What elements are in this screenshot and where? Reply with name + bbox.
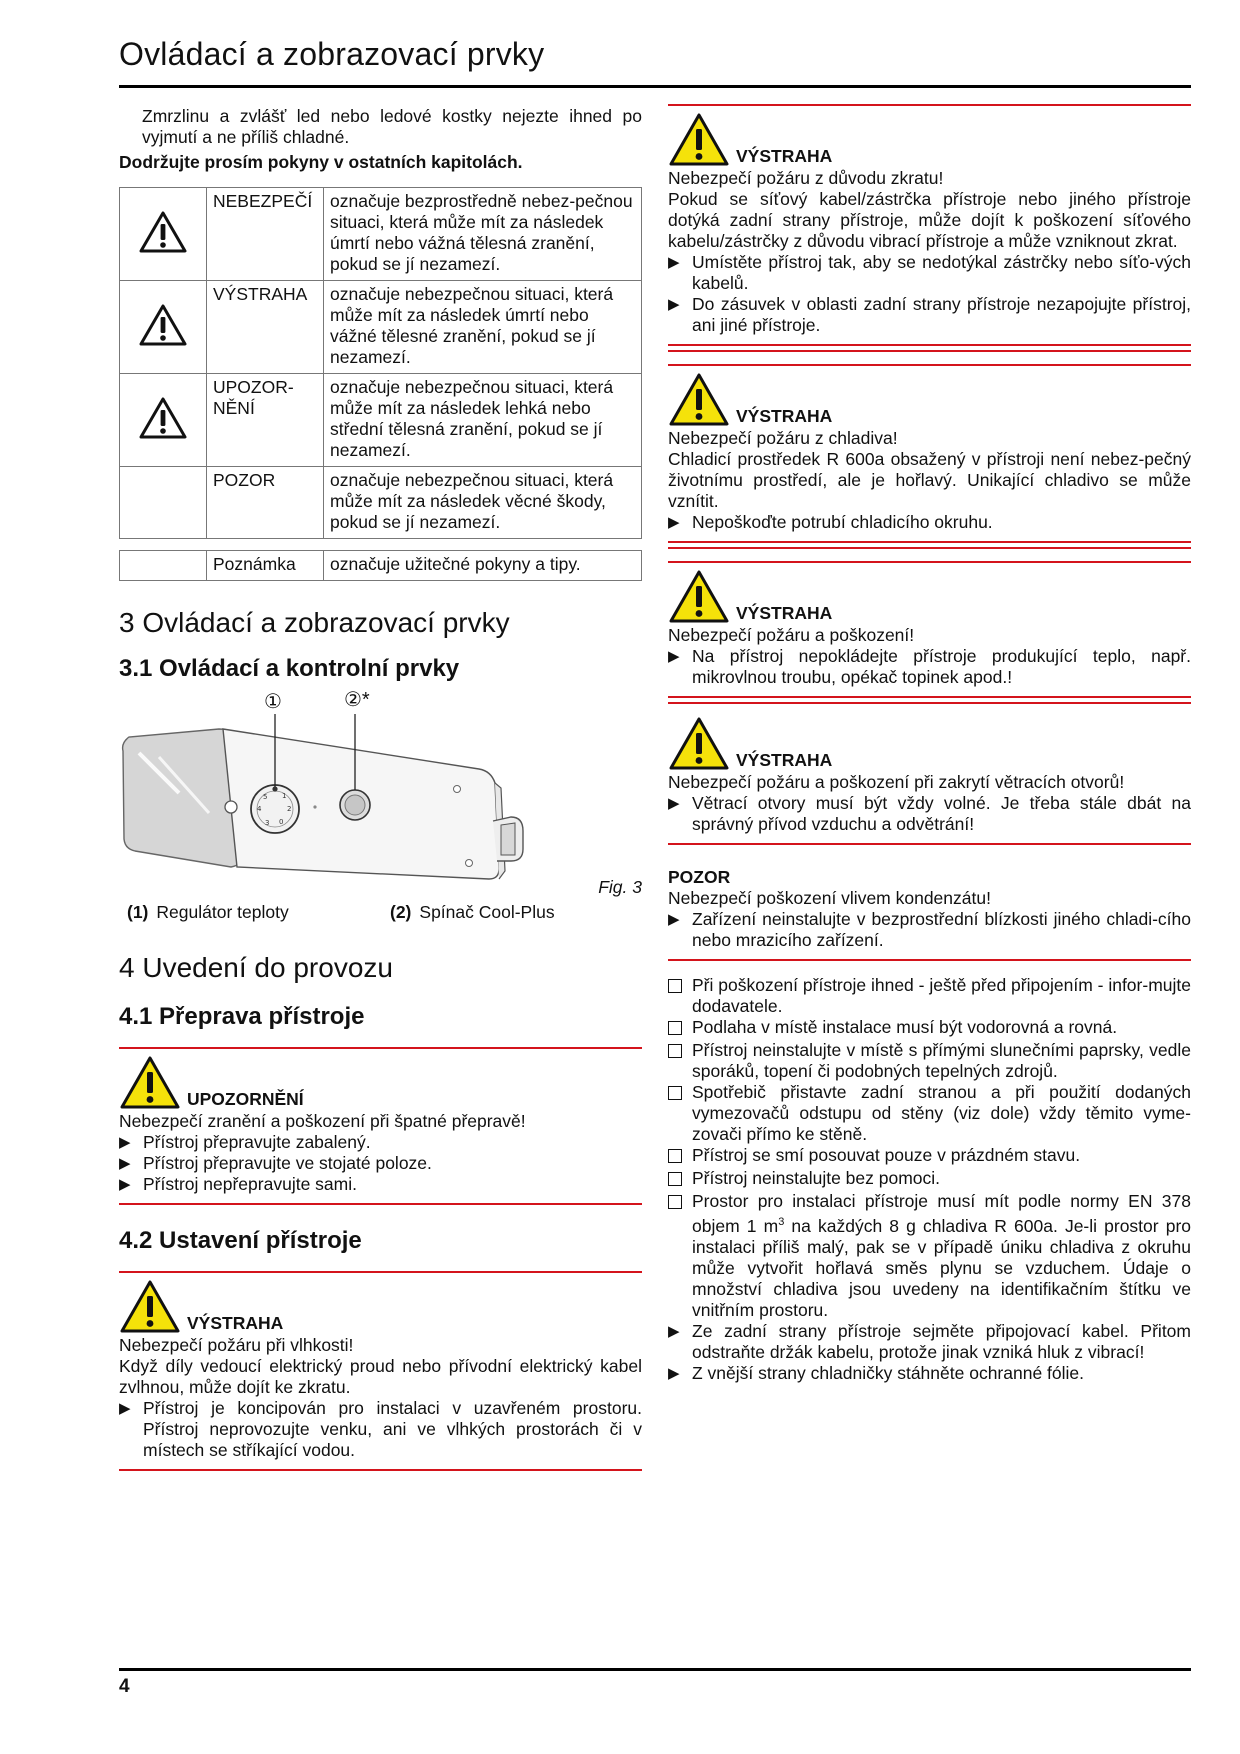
warning-label: VÝSTRAHA [736,406,833,426]
intro-note: Dodržujte prosím pokyny v ostatních kapitolách. [119,152,523,172]
notice-condensation-box [668,853,1191,961]
caution-lead: Nebezpečí zranění a poškození při špatné přepravě! [119,1111,526,1131]
legend-number: (2) [390,902,412,922]
symbol-row [120,188,642,281]
warning-label: VÝSTRAHA [736,750,833,770]
symbol-table [119,187,642,539]
caution-transport-box [119,1047,642,1205]
symbol-desc: označuje nebezpečnou situaci, která může mít za následek úmrtí nebo vážné tělesné zranění, pokud se jí nezamezí. [324,281,642,374]
checkbox-icon [668,1017,692,1040]
list-item: ▶ Ze zadní strany přístroje sejměte připojovací kabel. Přitom odstraňte držák kabelu, protože jinak vzniká hluk z vibrací! [668,1320,1191,1362]
warning-triangle-icon [138,396,188,440]
warning-triangle-icon [668,112,730,168]
symbol-row [120,281,642,374]
legend-item [119,902,390,923]
warning-label: VÝSTRAHA [736,146,833,166]
checklist-item: Prostor pro instalaci přístroje musí mít podle normy EN 378 objem 1 $m^3$ na každých 8 g chladiva R 600a. Je-li prostor pro instalaci příliš malý, pak se v případě úniku chladiva z okruhu může vytvořit hořlavá směs plynu se vzduchem. Údaje o množství chladiva jsou uvedeny na identifikačním štítku ve vnitřním prostoru. [668,1191,1191,1321]
control-panel-illustration [119,693,642,898]
warning-triangle-icon [668,372,730,428]
warning-text: Pokud se síťový kabel/zástrčka přístroje nebo jiného přístroje dotýká zadní strany přístroje, může dojít k poškození síťového kabelu/zástrčky z důvodu vibrací přístroje a může vzniknout zkrat. [668,189,1191,251]
page-title: Ovládací a zobrazovací prvky [119,36,545,72]
symbol-label: POZOR [207,467,324,539]
checklist-item: Přístroj se smí posouvat pouze v prázdném stavu. [668,1145,1191,1168]
symbol-desc: označuje bezprostředně nebez-pečnou situaci, která může mít za následek úmrtí nebo vážná tělesná zranění, pokud se jí nezamezí. [324,188,642,281]
list-item: ▶ Větrací otvory musí být vždy volné. Je třeba stále dbát na správný přívod vzduchu a odvětrání! [668,793,1191,834]
warning-lead: Nebezpečí požáru z chladiva! [668,428,898,448]
arrow-bullet-icon: ▶ [668,296,680,313]
symbol-label: UPOZOR-NĚNÍ [207,374,324,467]
checkbox-icon [668,1168,692,1191]
warning-triangle-icon [119,1279,181,1335]
warning-vents-box [668,716,1191,845]
warning-triangle-icon [138,303,188,347]
symbol-label: VÝSTRAHA [207,281,324,374]
checklist-item: Přístroj neinstalujte v místě s přímými slunečními paprsky, vedle sporáků, topení či podobných tepelných zdrojů. [668,1040,1191,1082]
warning-short-circuit-box [668,104,1191,346]
arrow-bullet-icon: ▶ [668,1364,680,1382]
warning-text: Když díly vedoucí elektrický proud nebo přívodní elektrický kabel zvlhnou, může dojít ke zkratu. [119,1356,642,1397]
notice-lead: Nebezpečí poškození vlivem kondenzátu! [668,888,991,908]
warning-lead: Nebezpečí požáru a poškození při zakrytí větracích otvorů! [668,772,1125,792]
svg-text:4: 4 [257,805,262,813]
svg-text:0: 0 [279,818,284,826]
warning-triangle-icon [138,210,188,254]
list-item: ▶ Na přístroj nepokládejte přístroje produkující teplo, např. mikrovlnou troubu, opékač topinek apod.! [668,646,1191,687]
symbol-row [120,374,642,467]
checkbox-icon [668,1082,692,1145]
intro-text: Zmrzlinu a zvlášť led nebo ledové kostky nejezte ihned po vyjmutí a ne příliš chladné. [142,106,642,147]
warning-text: Chladicí prostředek R 600a obsažený v přístroji není nebez-pečný životnímu prostředí, ale je hořlavý. Unikající chladivo se může vznítit. [668,449,1191,511]
arrow-bullet-icon: ▶ [668,254,680,271]
symbol-row [120,467,642,539]
section-4-2-title: 4.2 Ustavení přístroje [119,1227,362,1254]
checkbox-icon [668,1145,692,1168]
arrow-bullet-icon: ▶ [668,1322,680,1340]
section-3-1-title: 3.1 Ovládací a kontrolní prvky [119,655,460,682]
checklist-item: Spotřebič přistavte zadní stranou a při použití dodaných vymezovačů odstupu od stěny (viz dole) vždy těmito vyme-zovači přímo ke stěně. [668,1082,1191,1145]
warning-label: VÝSTRAHA [736,603,833,623]
list-item: ▶ Nepoškoďte potrubí chladicího okruhu. [668,512,993,532]
warning-coolant-box [668,364,1191,543]
warning-lead: Nebezpečí požáru z důvodu zkratu! [668,168,944,188]
checkbox-icon [668,975,692,1017]
warning-moisture-box [119,1271,642,1471]
arrow-bullet-icon: ▶ [119,1176,131,1193]
svg-text:3: 3 [265,819,270,827]
section-3-title: 3 Ovládací a zobrazovací prvky [119,607,510,638]
figure-caption: Fig. 3 [598,877,642,897]
warning-damage-box [668,561,1191,698]
warning-triangle-icon [668,569,730,625]
footer-rule [119,1668,1191,1671]
note-desc: označuje užitečné pokyny a tipy. [324,551,642,581]
checklist-item: Podlaha v místě instalace musí být vodorovná a rovná. [668,1017,1191,1040]
list-item: ▶ Přístroj přepravujte ve stojaté poloze. [119,1153,432,1173]
notice-label: POZOR [668,867,731,887]
list-item: ▶ Přístroj nepřepravujte sami. [119,1174,357,1194]
list-item: ▶ Přístroj přepravujte zabalený. [119,1132,371,1152]
callout-1: ① [264,691,282,713]
figure-legend [119,902,642,923]
arrow-bullet-icon: ▶ [668,648,680,665]
symbol-desc: označuje nebezpečnou situaci, která může mít za následek věcné škody, pokud se jí nezamezí. [324,467,642,539]
caution-label: UPOZORNĚNÍ [187,1089,304,1109]
checklist-item: Přístroj neinstalujte bez pomoci. [668,1168,1191,1191]
checkbox-icon [668,1191,692,1321]
svg-text:1: 1 [282,792,287,800]
svg-text:5: 5 [263,793,268,801]
warning-lead: Nebezpečí požáru a poškození! [668,625,915,645]
list-item: ▶ Zařízení neinstalujte v bezprostřední blízkosti jiného chladi-cího nebo mrazicího zařízení. [668,909,1191,950]
warning-triangle-icon [668,716,730,772]
legend-text: Regulátor teploty [156,902,289,922]
arrow-bullet-icon: ▶ [119,1155,131,1172]
arrow-bullet-icon: ▶ [668,514,680,531]
symbol-label: NEBEZPEČÍ [207,188,324,281]
section-4-1-title: 4.1 Přeprava přístroje [119,1003,365,1030]
arrow-bullet-icon: ▶ [668,795,680,812]
legend-number: (1) [127,902,149,922]
symbol-desc: označuje nebezpečnou situaci, která může mít za následek lehká nebo střední tělesná zranění, pokud se jí nezamezí. [324,374,642,467]
note-table [119,550,642,581]
section-4-title: 4 Uvedení do provozu [119,952,393,983]
legend-text: Spínač Cool-Plus [419,902,555,922]
arrow-bullet-icon: ▶ [668,911,680,928]
arrow-bullet-icon: ▶ [119,1400,131,1417]
legend-item [390,902,555,923]
control-panel-figure [119,689,642,898]
svg-text:2: 2 [287,805,292,813]
list-item: ▶ Do zásuvek v oblasti zadní strany přístroje nezapojujte přístroj, ani jiné přístroje. [668,294,1191,335]
checkbox-icon [668,1040,692,1082]
note-row [120,551,642,581]
setup-checklist [668,975,1191,1384]
page-number: 4 [119,1676,130,1697]
left-column [119,92,642,1471]
arrow-bullet-icon: ▶ [119,1134,131,1151]
list-item: ▶ Přístroj je koncipován pro instalaci v uzavřeném prostoru. Přístroj neprovozujte venku, ani ve vlhkých prostorách či v místech se stříkající vodou. [119,1398,642,1460]
callout-2: ②* [344,689,370,711]
list-item: ▶ Z vnější strany chladničky stáhněte ochranné fólie. [668,1362,1085,1383]
right-column [668,92,1191,1384]
warning-label: VÝSTRAHA [187,1313,284,1333]
warning-triangle-icon [119,1055,181,1111]
note-label: Poznámka [207,551,324,581]
list-item: ▶ Umístěte přístroj tak, aby se nedotýkal zástrčky nebo síťo-vých kabelů. [668,252,1191,293]
warning-lead: Nebezpečí požáru při vlhkosti! [119,1335,354,1355]
title-rule [119,85,1191,88]
checklist-item: Při poškození přístroje ihned - ještě před připojením - infor-mujte dodavatele. [668,975,1191,1017]
